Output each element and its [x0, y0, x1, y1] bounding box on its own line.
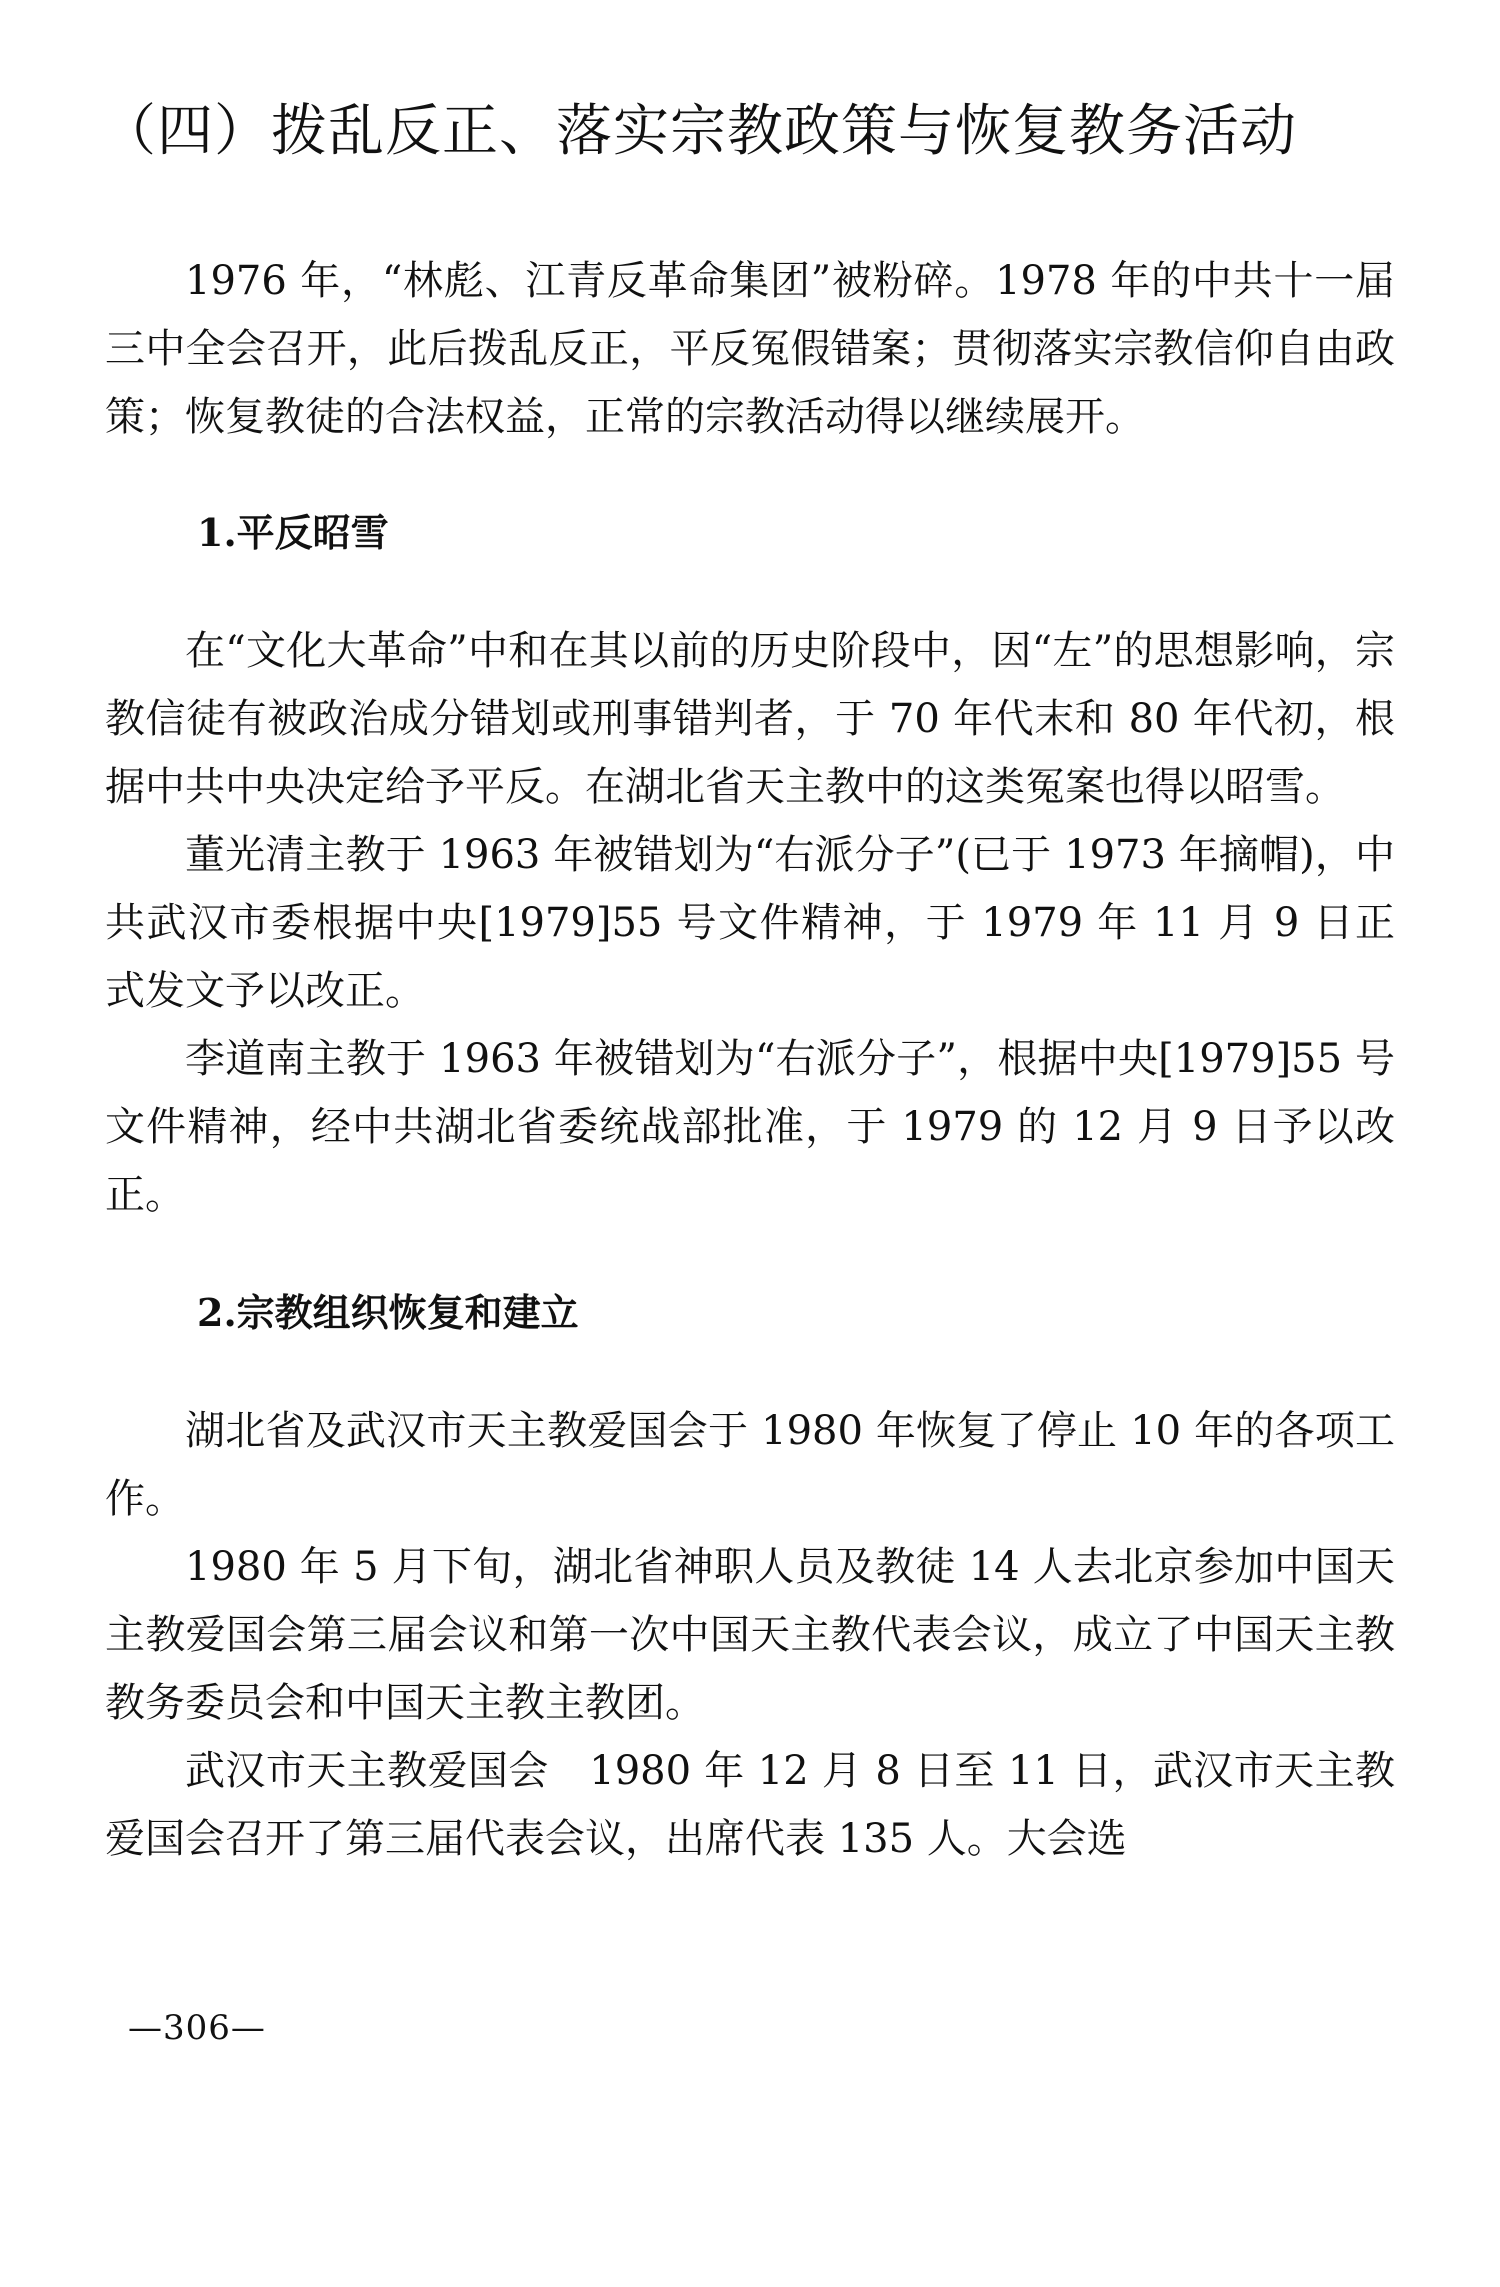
section-heading-organizations: 2.宗教组织恢复和建立	[197, 1290, 579, 1335]
section-1-paragraph-1: 在“文化大革命”中和在其以前的历史阶段中，因“左”的思想影响，宗教信徒有被政治成分错划或刑事错判者，于 70 年代末和 80 年代初，根据中共中央决定给予平反。在湖北省天主教中的这类冤案也得以昭雪。	[105, 628, 1395, 810]
chapter-title: （四）拨乱反正、落实宗教政策与恢复教务活动	[100, 99, 1297, 164]
page-number: —306—	[128, 2008, 266, 2048]
section-2-paragraph-1: 湖北省及武汉市天主教爱国会于 1980 年恢复了停止 10 年的各项工作。	[105, 1408, 1395, 1522]
intro-paragraph: 1976 年，“林彪、江青反革命集团”被粉碎。1978 年的中共十一届三中全会召开，此后拨乱反正，平反冤假错案；贯彻落实宗教信仰自由政策；恢复教徒的合法权益，正常的宗教活动得以继续展开。	[105, 258, 1395, 440]
section-1-paragraph-3: 李道南主教于 1963 年被错划为“右派分子”，根据中央[1979]55 号文件精神，经中共湖北省委统战部批准，于 1979 的 12 月 9 日予以改正。	[105, 1036, 1395, 1218]
page-body	[105, 247, 1395, 1873]
section-1-paragraph-2: 董光清主教于 1963 年被错划为“右派分子”(已于 1973 年摘帽)，中共武汉市委根据中央[1979]55 号文件精神，于 1979 年 11 月 9 日正式发文予以改正。	[105, 832, 1395, 1014]
section-2-paragraph-3: 武汉市天主教爱国会 1980 年 12 月 8 日至 11 日，武汉市天主教爱国会召开了第三届代表会议，出席代表 135 人。大会选	[105, 1748, 1395, 1862]
section-heading-rehabilitation: 1.平反昭雪	[197, 510, 389, 555]
section-2-paragraph-2: 1980 年 5 月下旬，湖北省神职人员及教徒 14 人去北京参加中国天主教爱国会第三届会议和第一次中国天主教代表会议，成立了中国天主教教务委员会和中国天主教主教团。	[105, 1544, 1395, 1726]
